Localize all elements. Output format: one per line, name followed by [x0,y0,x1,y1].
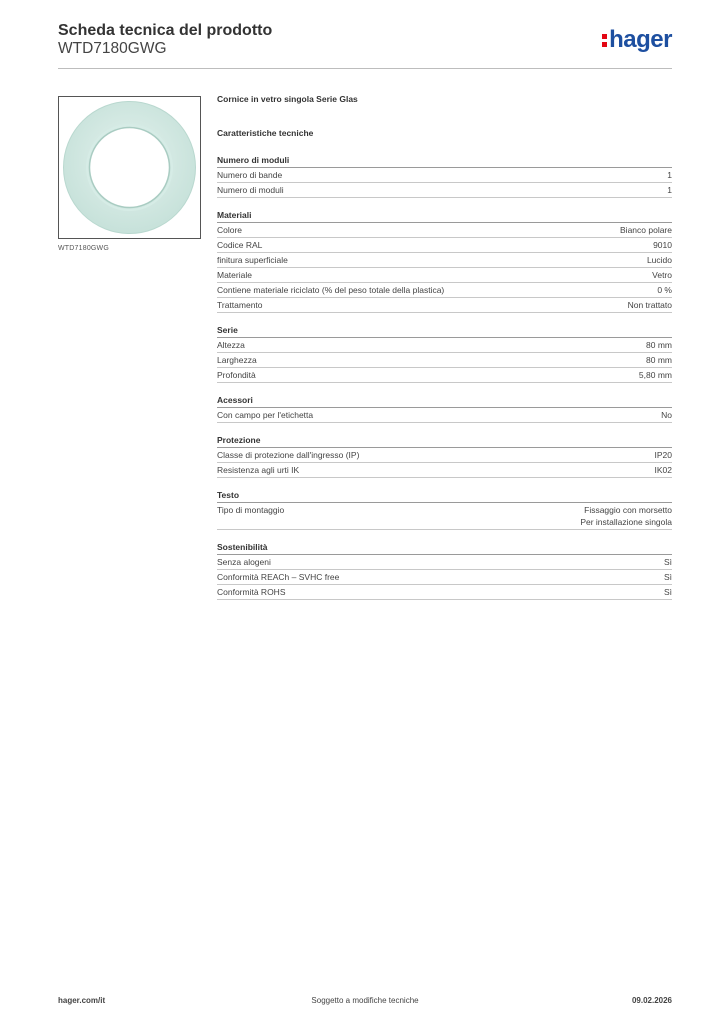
spec-value: Sì [663,572,672,582]
spec-groups [217,154,672,600]
spec-group [217,209,672,313]
spec-row [217,463,672,478]
spec-label: Numero di bande [217,170,283,180]
spec-row [217,353,672,368]
spec-label: Larghezza [217,355,257,365]
product-name: Cornice in vetro singola Serie Glas [217,94,358,104]
spec-label: Codice RAL [217,240,263,250]
spec-group [217,154,672,198]
spec-row [217,408,672,423]
group-title: Acessori [217,394,672,408]
group-title: Sostenibilità [217,541,672,555]
group-title: Protezione [217,434,672,448]
spec-row [217,268,672,283]
spec-row [217,283,672,298]
spec-value: 80 mm [646,355,672,365]
spec-value: Non trattato [627,300,672,310]
document-title: Scheda tecnica del prodotto [58,22,273,39]
spec-row [217,298,672,313]
spec-label: Tipo di montaggio [217,505,285,515]
spec-label: Numero di moduli [217,185,284,195]
spec-row [217,368,672,383]
spec-label: Classe di protezione dall'ingresso (IP) [217,450,360,460]
spec-row [217,555,672,570]
logo-dots-icon [602,31,607,47]
spec-row [217,223,672,238]
spec-row [217,338,672,353]
spec-row [217,168,672,183]
spec-label: Con campo per l'etichetta [217,410,314,420]
footer-note: Soggetto a modifiche tecniche [311,996,419,1005]
spec-label: Materiale [217,270,252,280]
spec-value: 5,80 mm [638,370,672,380]
page-header [58,22,672,69]
spec-value: Lucido [646,255,672,265]
spec-row [217,253,672,268]
group-title: Materiali [217,209,672,223]
spec-row [217,183,672,198]
group-title: Serie [217,324,672,338]
spec-label: Trattamento [217,300,263,310]
group-title: Numero di moduli [217,154,672,168]
spec-value: No [661,410,672,420]
spec-label: Profondità [217,370,256,380]
spec-value: IK02 [654,465,672,475]
spec-value: Sì [663,557,672,567]
spec-value: 80 mm [646,340,672,350]
spec-value: Bianco polare [620,225,672,235]
spec-label: finitura superficiale [217,255,288,265]
spec-group [217,541,672,600]
spec-label: Contiene materiale riciclato (% del peso totale della plastica) [217,285,445,295]
spec-group [217,324,672,383]
spec-heading: Caratteristiche tecniche [217,128,314,138]
spec-group [217,434,672,478]
spec-value: 1 [667,170,672,180]
footer-date: 09.02.2026 [631,996,672,1005]
round-frame-glass-image [59,97,200,238]
spec-label: Colore [217,225,243,235]
product-image [58,96,201,239]
spec-group [217,394,672,423]
footer-website: hager.com/it [58,996,106,1005]
spec-group [217,489,672,530]
spec-value: 0 % [657,285,672,295]
spec-value: Fissaggio con morsetto Per installazione singola [580,505,672,527]
spec-row [217,503,672,530]
logo-text: hager [609,26,672,53]
spec-section [217,94,672,611]
spec-label: Resistenza agli urti IK [217,465,300,475]
image-caption: WTD7180GWG [58,245,110,252]
product-code: WTD7180GWG [58,40,167,57]
spec-value: Vetro [652,270,672,280]
spec-label: Senza alogeni [217,557,271,567]
spec-row [217,448,672,463]
spec-label: Conformità ROHS [217,587,286,597]
spec-row [217,238,672,253]
spec-label: Conformità REACh – SVHC free [217,572,340,582]
spec-value: IP20 [654,450,672,460]
group-title: Testo [217,489,672,503]
spec-row [217,570,672,585]
spec-value: 9010 [653,240,672,250]
spec-label: Altezza [217,340,245,350]
spec-value: Sì [663,587,672,597]
spec-value: 1 [667,185,672,195]
hager-logo [602,26,672,54]
spec-row [217,585,672,600]
